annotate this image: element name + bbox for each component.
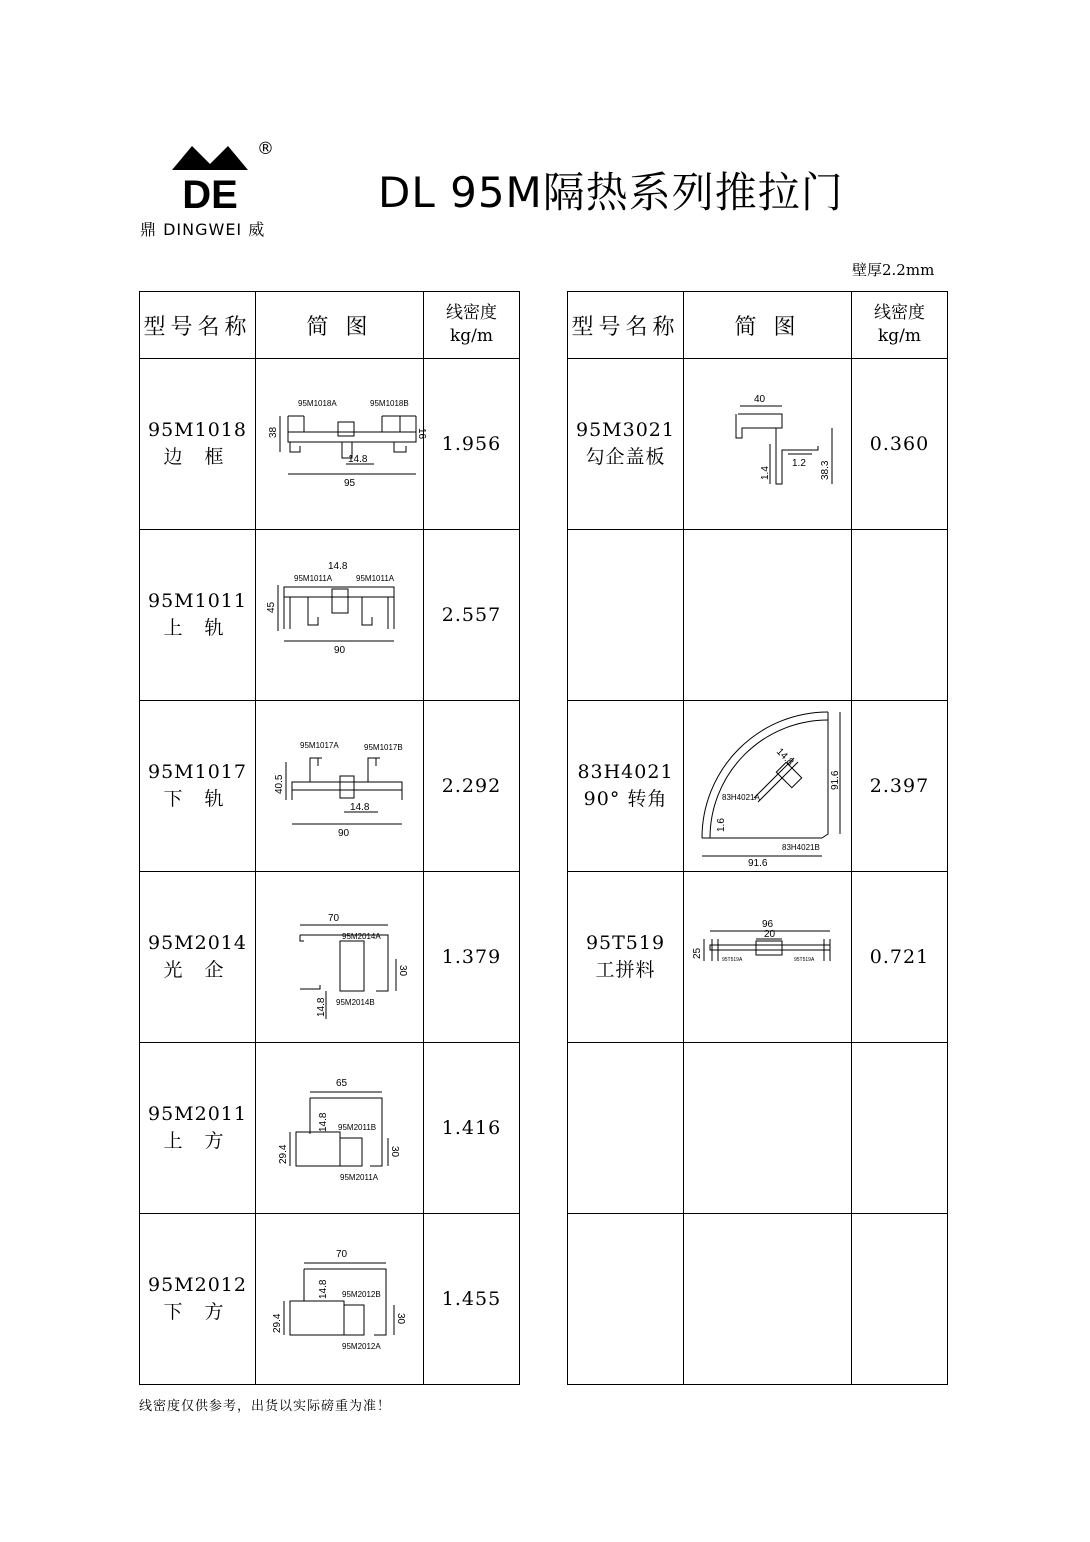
fig-label: 30: [396, 965, 408, 977]
model-cell: [140, 1214, 256, 1385]
model-code: 95M1018: [148, 419, 247, 441]
fig-label: 45: [265, 601, 277, 613]
profile-drawing: [256, 1043, 424, 1214]
profile-drawing: [684, 701, 852, 872]
fig-label: 95M1011A: [355, 574, 394, 583]
model-name: 光 企: [163, 959, 232, 981]
fig-label: 14.8: [347, 454, 367, 465]
density-value: 1.379: [424, 872, 520, 1043]
model-name: 工拼料: [595, 959, 656, 981]
model-name: 90° 转角: [583, 788, 668, 810]
fig-label: 40: [753, 394, 765, 405]
registered-mark: ®: [257, 139, 274, 159]
profile-drawing-empty: [684, 1214, 852, 1385]
model-code: 95T519: [585, 932, 666, 954]
model-name: 边 框: [163, 446, 232, 468]
fig-label: 65: [335, 1078, 347, 1089]
table-row: [140, 530, 520, 701]
header-figure: 简 图: [684, 292, 852, 359]
fig-label: 40.5: [273, 774, 285, 794]
fig-label: 95: [343, 478, 355, 489]
density-value: 1.455: [424, 1214, 520, 1385]
table-row: [140, 359, 520, 530]
model-code: 95M1017: [148, 761, 247, 783]
fig-label: 1.4: [759, 466, 771, 480]
header-model: 型号名称: [140, 292, 256, 359]
model-cell: [140, 359, 256, 530]
page-title: DL 95M隔热系列推拉门: [378, 168, 844, 217]
table-row: [568, 1043, 948, 1214]
table-row: [140, 1214, 520, 1385]
model-cell: [140, 1043, 256, 1214]
fig-label: 95M2014A: [341, 932, 381, 941]
profile-drawing: [684, 359, 852, 530]
header-figure: 简 图: [256, 292, 424, 359]
model-cell: [568, 872, 684, 1043]
table-row: [140, 701, 520, 872]
profile-drawing: [256, 530, 424, 701]
density-value-empty: [852, 1214, 948, 1385]
model-cell: [140, 530, 256, 701]
model-code: 95M2012: [148, 1274, 247, 1296]
density-value: 0.360: [852, 359, 948, 530]
table-row: [568, 359, 948, 530]
logo-letters: DE: [182, 173, 238, 217]
company-logo: [140, 135, 290, 240]
table-header-row: [140, 292, 520, 359]
profile-table-right: [567, 291, 948, 1385]
header-density: [424, 292, 520, 359]
fig-label: 95M2012A: [341, 1342, 381, 1351]
fig-label: 38.3: [819, 460, 831, 480]
profile-drawing: [256, 1214, 424, 1385]
model-cell: [140, 701, 256, 872]
fig-label: 91.6: [829, 770, 841, 790]
model-cell-empty: [568, 530, 684, 701]
density-value: 2.397: [852, 701, 948, 872]
fig-label: 95M1011A: [293, 574, 332, 583]
fig-label: 95M2011B: [337, 1123, 376, 1132]
fig-label: 91.6: [747, 858, 767, 869]
model-name: 上 方: [163, 1130, 232, 1152]
fig-label: 95M2012B: [341, 1290, 381, 1299]
fig-label: 70: [335, 1249, 347, 1260]
footer-note: 线密度仅供参考，出货以实际磅重为准！: [139, 1399, 392, 1414]
fig-label: 14.8: [317, 1112, 329, 1132]
fig-label: 30: [388, 1146, 400, 1158]
fig-label: 14.8: [349, 802, 369, 813]
header-density: [852, 292, 948, 359]
table-row: [568, 1214, 948, 1385]
profile-drawing: [256, 359, 427, 530]
model-cell: [568, 359, 684, 530]
fig-label: 29.4: [271, 1313, 283, 1333]
fig-label: 96: [761, 919, 773, 930]
profile-drawing: [256, 872, 424, 1043]
model-name: 上 轨: [163, 617, 232, 639]
fig-label: 95M1018B: [369, 399, 409, 408]
profile-drawing: [256, 701, 424, 872]
header-model: 型号名称: [568, 292, 684, 359]
profile-drawing-empty: [684, 530, 852, 701]
model-code: 83H4021: [577, 761, 674, 783]
profile-table-left: [139, 291, 520, 1385]
header-density-unit: kg/m: [877, 326, 922, 346]
density-value: 0.721: [852, 872, 948, 1043]
fig-label: 38: [267, 426, 279, 438]
header-density-label: 线密度: [874, 303, 925, 323]
model-name: 勾企盖板: [585, 446, 666, 468]
fig-label: 1.2: [791, 458, 806, 469]
model-code: 95M3021: [576, 419, 675, 441]
table-row: [568, 701, 948, 872]
fig-label: 25: [691, 947, 703, 959]
fig-label: 16: [415, 428, 427, 440]
brand-name: 鼎 DINGWEI 威: [140, 220, 266, 239]
fig-label: 90: [337, 828, 349, 839]
profile-drawing: [684, 872, 852, 1043]
model-cell-empty: [568, 1214, 684, 1385]
model-name: 下 方: [163, 1301, 232, 1323]
density-value: 1.956: [424, 359, 520, 530]
fig-label: 95T519A: [793, 957, 814, 963]
table-row: [140, 1043, 520, 1214]
table-row: [140, 872, 520, 1043]
fig-label: 95T519A: [721, 957, 742, 963]
fig-label: 20: [763, 929, 775, 940]
fig-label: 14.8: [773, 746, 795, 768]
fig-label: 14.8: [315, 997, 327, 1017]
fig-label: 1.6: [715, 818, 727, 832]
dingwei-logo-mark: [170, 140, 250, 217]
table-row: [568, 872, 948, 1043]
density-value-empty: [852, 1043, 948, 1214]
header-density-unit: kg/m: [449, 326, 494, 346]
table-row: [568, 530, 948, 701]
fig-label: 70: [327, 913, 339, 924]
fig-label: 95M1017B: [363, 743, 403, 752]
fig-label: 83H4021A: [721, 793, 760, 802]
fig-label: 14.8: [327, 561, 347, 572]
density-value-empty: [852, 530, 948, 701]
table-header-row: [568, 292, 948, 359]
density-value: 2.292: [424, 701, 520, 872]
model-code: 95M2011: [148, 1103, 247, 1125]
model-cell: [568, 701, 684, 872]
fig-label: 29.4: [277, 1144, 289, 1164]
wall-thickness: 壁厚2.2mm: [852, 261, 935, 279]
header-density-label: 线密度: [446, 303, 497, 323]
fig-label: 90: [333, 645, 345, 656]
model-name: 下 轨: [163, 788, 232, 810]
model-cell: [140, 872, 256, 1043]
profile-drawing-empty: [684, 1043, 852, 1214]
fig-label: 14.8: [317, 1279, 329, 1299]
model-cell-empty: [568, 1043, 684, 1214]
density-value: 2.557: [424, 530, 520, 701]
fig-label: 95M2014B: [335, 998, 375, 1007]
fig-label: 30: [394, 1313, 406, 1325]
model-code: 95M2014: [148, 932, 247, 954]
fig-label: 95M1018A: [297, 399, 337, 408]
model-code: 95M1011: [148, 590, 247, 612]
density-value: 1.416: [424, 1043, 520, 1214]
fig-label: 95M2011A: [339, 1173, 378, 1182]
fig-label: 95M1017A: [299, 741, 339, 750]
fig-label: 83H4021B: [781, 843, 820, 852]
